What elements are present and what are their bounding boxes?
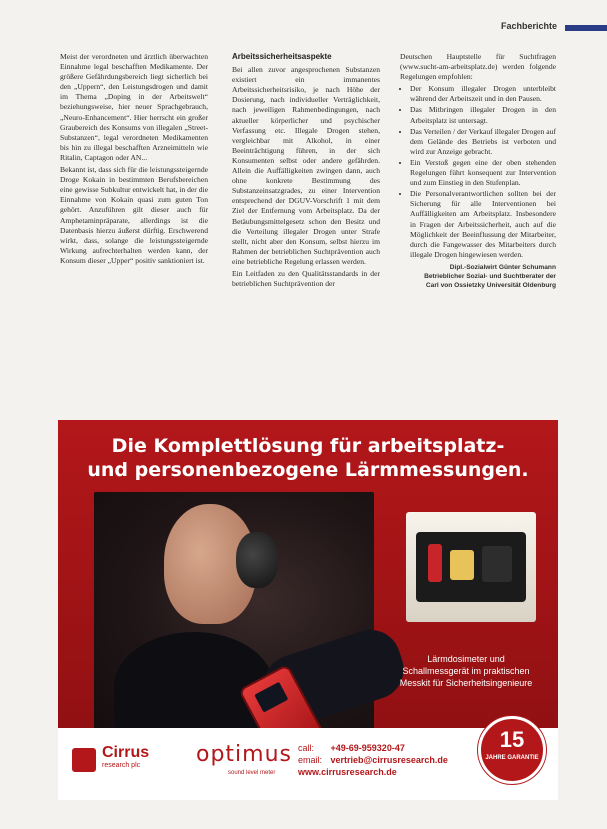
microphone-windscreen-icon <box>236 532 278 588</box>
warranty-badge <box>478 716 546 784</box>
cirrus-logo[interactable] <box>72 742 192 782</box>
ad-caption-line-1: Lärmdosimeter und <box>427 654 505 664</box>
measurement-kit-photo <box>406 512 536 622</box>
website-link[interactable]: www.cirrusresearch.de <box>298 767 397 777</box>
list-item: • Die Personalverantwortlichen sollten bei der Sicherung für alle Interventionen bei Auffälligkeiten am Arbeitsplatz. Insbesondere in Fragen der Arbeitssicherheit, auch auf die Möglichkeit der Beeinflussung der Mitarbeiter, durch die Fangewasser des Mitarbeiters durch illegale Drogen hingewiesen werden. <box>410 189 556 260</box>
article-column-1 <box>60 52 208 268</box>
web-row <box>298 766 448 778</box>
meter-screen <box>254 682 288 713</box>
author-role: Betrieblicher Sozial- und Suchtberater der <box>424 272 556 280</box>
ad-caption-line-3: Messkit für Sicherheitsingenieure <box>399 678 533 688</box>
ad-photo-worker-with-meter <box>94 492 374 732</box>
author-institution: Carl von Ossietzky Universität Oldenburg <box>425 281 556 289</box>
article-column-3 <box>400 52 556 290</box>
author-name: Dipl.-Sozialwirt Günter Schumann <box>449 263 556 271</box>
email-link[interactable]: vertrieb@cirrusresearch.de <box>330 755 448 765</box>
list-item: • Das Verteilen / der Verkauf illegaler Drogen auf dem Gelände des Betriebs ist verboten und wird zur Anzeige gebracht. <box>410 127 556 157</box>
author-credit <box>400 263 556 290</box>
ad-caption <box>374 653 558 689</box>
regulation-list <box>400 84 556 260</box>
dosimeter-icon <box>428 544 442 582</box>
list-item: • Ein Verstoß gegen eine der oben stehenden Regelungen führt konsequent zur Intervention und zum Einstieg in den Stufenplan. <box>410 158 556 188</box>
call-number[interactable]: +49-69-959320-47 <box>330 743 405 753</box>
call-row <box>298 742 448 754</box>
ad-headline-line-2: und personenbezogene Lärmmessungen. <box>87 459 529 481</box>
optimus-tagline: sound level meter <box>228 770 276 776</box>
column3-intro: Deutschen Hauptstelle für Suchtfragen (www.sucht-am-arbeitsplatz.de) werden folgende Regelungen empfohlen: <box>400 52 556 82</box>
column2-paragraph-1: Bei allen zuvor angesprochenen Substanzen existiert ein immanentes Arbeitssicherheitsrisiko, je nach Höhe der Dosierung, nach individueller Verträglichkeit, nach jeweiligen Rahmenbedingungen, nach aktueller körperlicher und psychischer Verfassung etc. Illegale Drogen stehen, vergleichbar mit Alkohol, in einer Beeinträchtigung führen, in der sich Konsumenten selbst oder andere gefährden. Allein die Auffälligkeiten zwingen dann, auch ohne konkrete Bestimmung des Substanzeinsatzgrades, zu einer Intervention entsprechend der DGUV-Vorschrift 1 mit dem Ziel der Entfernung vom Arbeitsplatz. Da der Betäubungsmittelgesetz schon den Besitz und die Verteilung illegaler Drogen unter Strafe stellt, nicht aber den Konsum, selbst hierzu im Rahmen der betrieblichen Suchtprävention auch eine betriebliche Regelung erlassen werden. <box>232 65 380 266</box>
call-label: call: <box>298 743 315 753</box>
ad-headline-line-1: Die Komplettlösung für arbeitsplatz- <box>111 435 505 457</box>
list-item: • Der Konsum illegaler Drogen unterbleibt während der Arbeitszeit und in den Pausen. <box>410 84 556 104</box>
list-item: • Das Mitbringen illegaler Drogen in den Arbeitsplatz ist untersagt. <box>410 105 556 125</box>
cirrus-brand-sub: research plc <box>102 762 141 769</box>
column1-paragraph-1: Meist der verordneten und ärztlich überwachten Einnahme legal beschafften Medikamente. Der größere Gefährdungsbereich liegt sicherlich bei den „Uppern“, den Leistungsdrogen und damit im Thema „Doping in der Arbeitswelt“ beziehungsweise, hier neuer Sprachgebrauch, „Neuro-Enhancement“. Hier herrscht ein großer Graubereich des Konsums von illegalen „Street-Substanzen“, legal verordneten Medikamenten bis hin zu illegal beschafften Arzneimitteln wie Ritalin, Captagon oder AN... <box>60 52 208 162</box>
ad-footer <box>58 728 558 800</box>
ad-caption-line-2: Schallmessgerät im praktischen <box>402 666 530 676</box>
section-color-bar <box>565 25 607 31</box>
advertisement[interactable] <box>58 420 558 800</box>
ad-headline <box>58 434 558 482</box>
page-header <box>0 18 607 38</box>
warranty-years: 15 <box>499 727 525 752</box>
meter-device-icon <box>482 546 512 582</box>
column2-paragraph-2: Ein Leitfaden zu den Qualitätsstandards in der betrieblichen Suchtprävention der <box>232 268 380 289</box>
article-column-2 <box>232 52 380 291</box>
section-heading: Arbeitssicherheitsaspekte <box>232 52 332 61</box>
optimus-logo: optimus <box>196 742 292 767</box>
warranty-text: JAHRE GARANTIE <box>485 755 539 761</box>
calibrator-icon <box>450 550 474 580</box>
email-label: email: <box>298 755 323 765</box>
cirrus-mark-icon <box>72 748 96 772</box>
section-label: Fachberichte <box>500 21 557 31</box>
cirrus-brand: Cirrus <box>102 744 150 761</box>
column1-paragraph-2: Bekannt ist, dass sich für die leistungssteigernde Droge Kokain in bestimmten Berufsbereichen eine gewisse Subkultur entwickelt hat, in der die Einnahme von Kokain quasi zum guten Ton gehört. Anzuführen gilt dieser auch für Amphetaminpräparate, allerdings ist die Datenbasis hierzu äußerst dürftig. Erschwerend wirkt, dass, solange die leistungssteigernde Wirkung aufrechterhalten werden kann, der Konsum dieser „Upper“ positiv sanktioniert ist. <box>60 165 208 265</box>
contact-block <box>298 742 448 778</box>
email-row <box>298 754 448 766</box>
